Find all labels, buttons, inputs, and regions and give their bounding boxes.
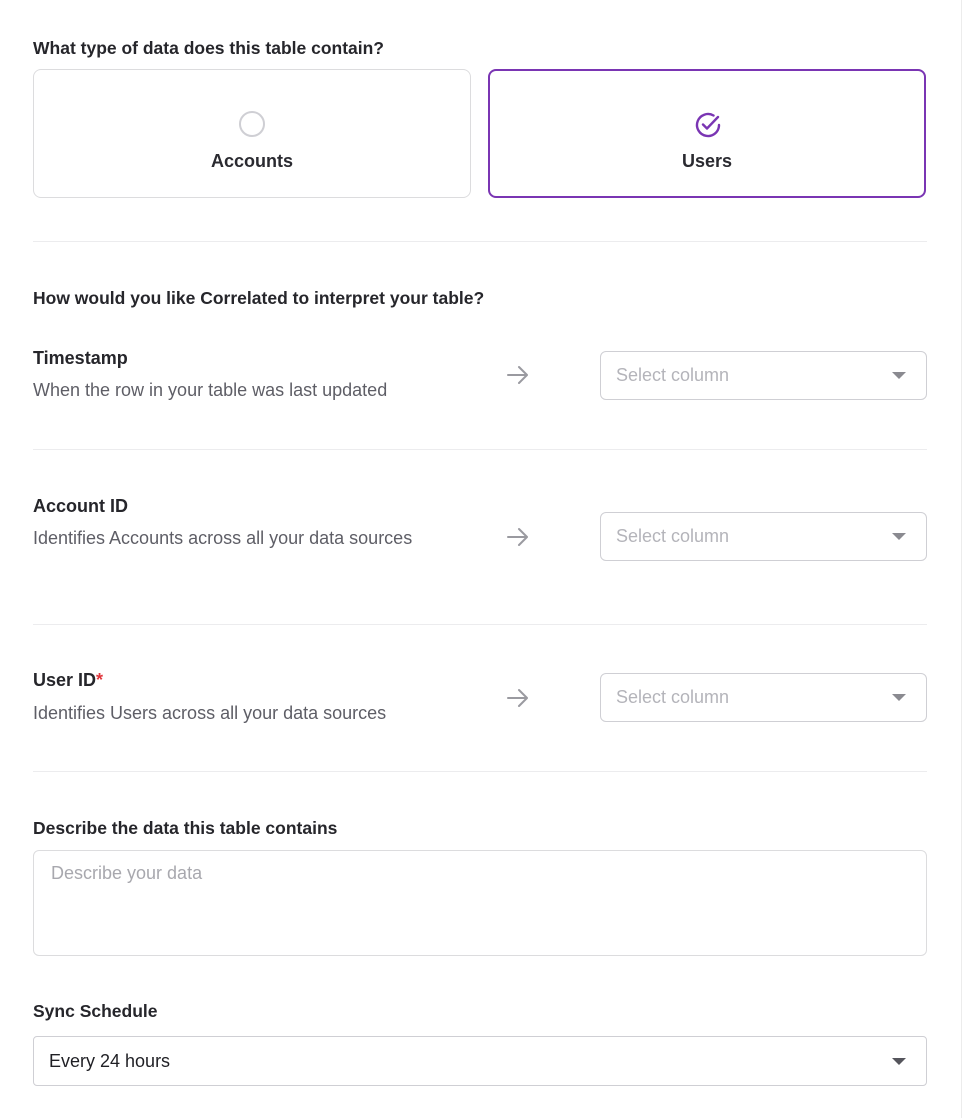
required-marker: * bbox=[96, 670, 104, 690]
timestamp-column-select[interactable] bbox=[600, 351, 927, 400]
caret-down-icon bbox=[892, 372, 906, 379]
radio-circle-icon bbox=[239, 111, 265, 137]
caret-down-icon bbox=[892, 533, 906, 540]
caret-down-icon bbox=[892, 1058, 906, 1065]
interpretation-question: How would you like Correlated to interpret your table? bbox=[33, 288, 485, 308]
textarea-placeholder: Describe your data bbox=[51, 863, 203, 883]
account-id-description: Identifies Accounts across all your data sources bbox=[33, 528, 413, 548]
divider bbox=[33, 449, 927, 450]
user-id-description: Identifies Users across all your data sources bbox=[33, 703, 387, 723]
select-placeholder: Select column bbox=[616, 365, 730, 385]
option-card-users[interactable] bbox=[488, 69, 926, 198]
divider bbox=[33, 241, 927, 242]
user-id-column-select[interactable] bbox=[600, 673, 927, 722]
user-id-title: User ID* bbox=[33, 670, 104, 690]
divider bbox=[33, 771, 927, 772]
arrow-right-icon bbox=[504, 523, 532, 551]
sync-schedule-label: Sync Schedule bbox=[33, 1001, 158, 1021]
account-id-title: Account ID bbox=[33, 496, 129, 516]
select-placeholder: Select column bbox=[616, 687, 730, 707]
data-type-question: What type of data does this table contain? bbox=[33, 38, 384, 58]
timestamp-title: Timestamp bbox=[33, 348, 128, 368]
divider bbox=[33, 624, 927, 625]
description-label: Describe the data this table contains bbox=[33, 818, 338, 838]
check-circle-icon bbox=[693, 110, 723, 140]
arrow-right-icon bbox=[504, 361, 532, 389]
account-id-column-select[interactable] bbox=[600, 512, 927, 561]
description-textarea[interactable] bbox=[33, 850, 927, 956]
sync-schedule-value: Every 24 hours bbox=[49, 1051, 171, 1071]
arrow-right-icon bbox=[504, 684, 532, 712]
caret-down-icon bbox=[892, 694, 906, 701]
option-label-users: Users bbox=[681, 151, 733, 171]
option-card-accounts[interactable] bbox=[33, 69, 471, 198]
option-label-accounts: Accounts bbox=[210, 151, 293, 171]
timestamp-description: When the row in your table was last updated bbox=[33, 380, 388, 400]
sync-schedule-select[interactable] bbox=[33, 1036, 927, 1086]
select-placeholder: Select column bbox=[616, 526, 730, 546]
